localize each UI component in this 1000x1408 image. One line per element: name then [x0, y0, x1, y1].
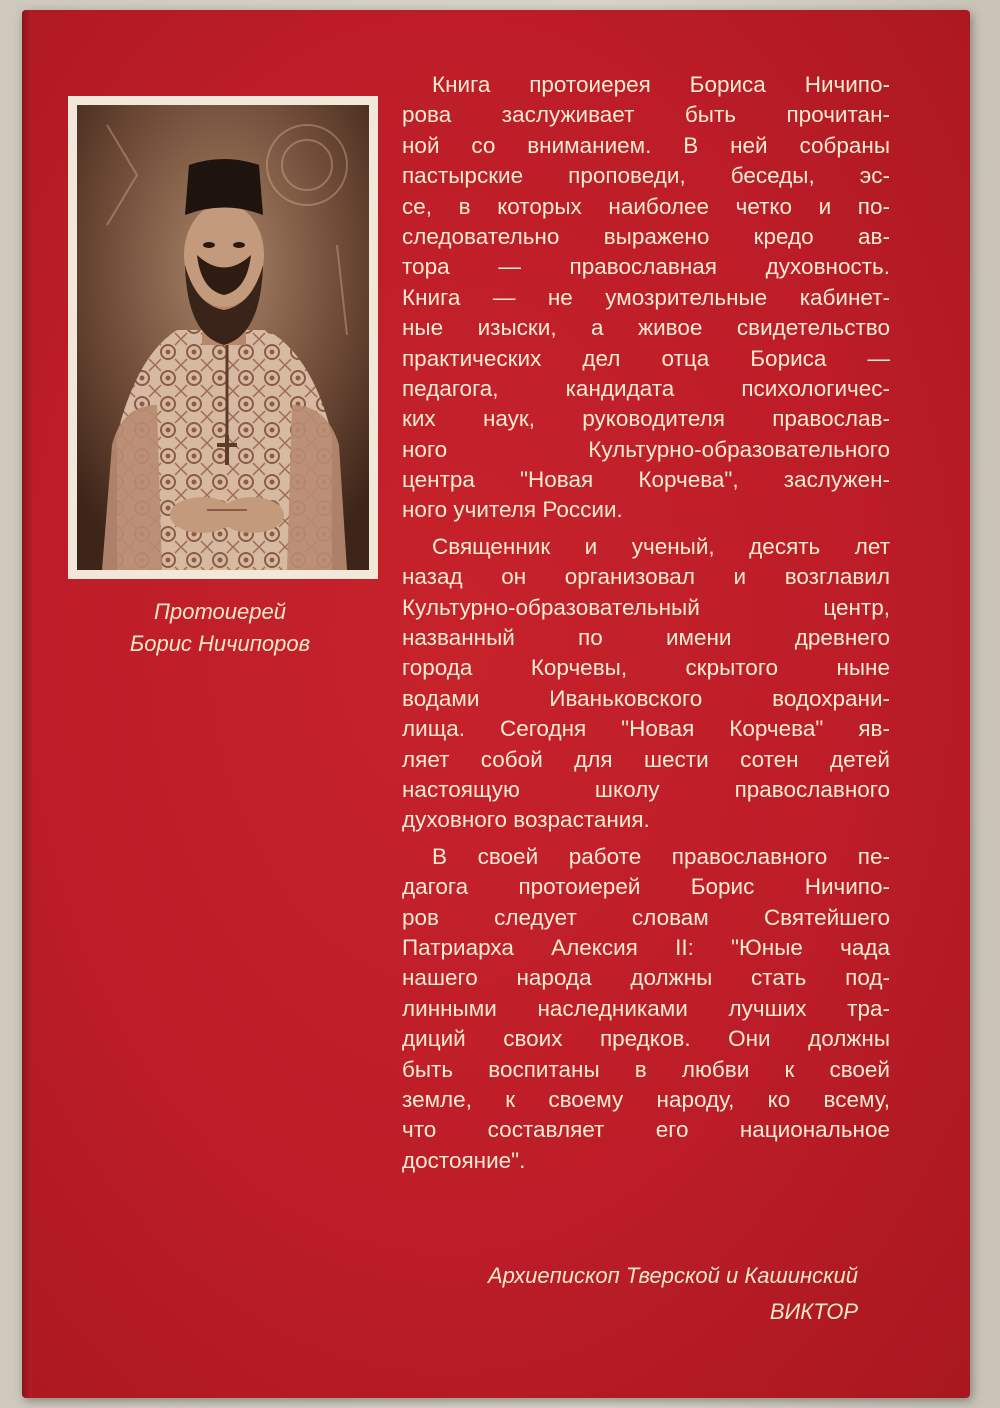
- text-line: се, в которых наиболее четко и по-: [402, 193, 890, 219]
- text-line: духовного возрастания.: [402, 807, 650, 833]
- text-line: рова заслуживает быть прочитан-: [402, 102, 890, 128]
- signature-title: Архиепископ Тверской и Кашинский: [488, 1263, 858, 1288]
- annotation-text: [402, 70, 890, 1176]
- text-line: Книга протоиерея Бориса Ничипо-: [432, 72, 890, 97]
- cover-spine-edge: [22, 10, 32, 1398]
- text-line: Культурно-образовательный центр,: [402, 594, 890, 620]
- photo-caption: [60, 596, 380, 660]
- signature-name: ВИКТОР: [769, 1299, 858, 1324]
- text-line: лища. Сегодня "Новая Корчева" яв-: [402, 716, 890, 742]
- text-line: педагога, кандидата психологичес-: [402, 375, 890, 401]
- text-line: ные изыски, а живое свидетельство: [402, 315, 890, 341]
- text-line: ких наук, руководителя православ-: [402, 406, 890, 432]
- text-line: практических дел отца Бориса —: [402, 345, 890, 371]
- text-line: линными наследниками лучших тра-: [402, 995, 890, 1021]
- text-line: следовательно выражено кредо ав-: [402, 223, 890, 249]
- text-line: диций своих предков. Они должны: [402, 1026, 890, 1052]
- text-line: ляет собой для шести сотен детей: [402, 746, 890, 772]
- author-photo-frame: [68, 96, 378, 579]
- text-line: центра "Новая Корчева", заслужен-: [402, 467, 890, 493]
- text-line: нашего народа должны стать под-: [402, 965, 890, 991]
- text-line: ной со вниманием. В ней собраны: [402, 132, 890, 158]
- text-line: Книга — не умозрительные кабинет-: [402, 284, 890, 310]
- caption-line-2: Борис Ничипоров: [129, 631, 311, 656]
- text-line: ров следует словам Святейшего: [402, 904, 890, 930]
- text-line: Священник и ученый, десять лет: [432, 533, 890, 559]
- text-line: ного Культурно-образовательного: [402, 436, 890, 462]
- text-line: названный по имени древнего: [402, 625, 890, 651]
- caption-line-1: Протоиерей: [154, 599, 286, 624]
- author-portrait: [77, 105, 369, 570]
- text-line: водами Иваньковского водохрани-: [402, 685, 890, 711]
- text-line: пастырские проповеди, беседы, эс-: [402, 163, 890, 189]
- text-line: В своей работе православного пе-: [432, 843, 890, 869]
- signature-block: [400, 1258, 858, 1330]
- text-line: земле, к своему народу, ко всему,: [402, 1086, 890, 1112]
- text-line: настоящую школу православного: [402, 776, 890, 802]
- text-line: ного учителя России.: [402, 497, 623, 523]
- text-line: достояние".: [402, 1147, 526, 1173]
- text-line: что составляет его национальное: [402, 1117, 890, 1143]
- text-line: дагога протоиерей Борис Ничипо-: [402, 874, 890, 900]
- text-line: быть воспитаны в любви к своей: [402, 1056, 890, 1082]
- text-line: Патриарха Алексия II: "Юные чада: [402, 934, 890, 960]
- text-line: тора — православная духовность.: [402, 254, 890, 280]
- text-line: назад он организовал и возглавил: [402, 564, 890, 590]
- text-line: города Корчевы, скрытого ныне: [402, 655, 890, 681]
